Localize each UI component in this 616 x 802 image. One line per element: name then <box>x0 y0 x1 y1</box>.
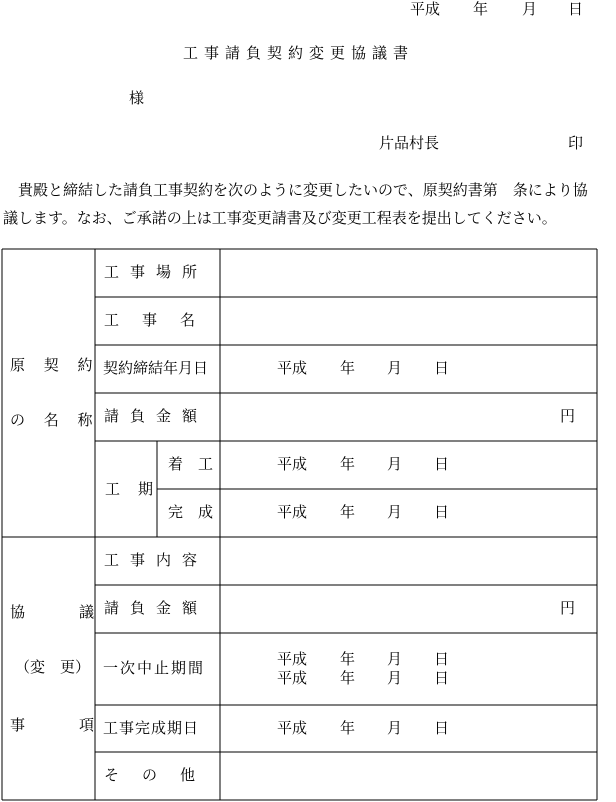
header-date-era: 平成 <box>410 0 441 18</box>
row-label-completion-deadline: 工事完成期日 <box>103 719 200 737</box>
date-year: 年 <box>340 503 356 521</box>
row-label-work-location: 工事場所 <box>104 263 209 281</box>
date-era: 平成 <box>277 503 308 521</box>
addressee-suffix: 様 <box>129 89 145 107</box>
date-day: 日 <box>434 455 450 473</box>
date-month: 月 <box>387 669 403 687</box>
row-label-other: その他 <box>104 766 219 784</box>
yen-unit: 円 <box>560 599 576 617</box>
date-day: 日 <box>434 719 450 737</box>
date-era: 平成 <box>277 719 308 737</box>
date-year: 年 <box>340 719 356 737</box>
date-day: 日 <box>434 503 450 521</box>
date-day: 日 <box>434 650 450 668</box>
section-change-label-1: 協 議 <box>10 603 103 621</box>
body-text-line2: 議します。なお、ご承諾の上は工事変更請書及び変更工程表を提出してください。 <box>3 209 557 227</box>
date-day: 日 <box>434 359 450 377</box>
row-label-completion: 完成 <box>168 503 229 521</box>
sender-name: 片品村長 <box>379 134 440 152</box>
section-change-label-3: 事 項 <box>10 716 103 734</box>
header-date-year: 年 <box>473 0 489 18</box>
date-month: 月 <box>387 359 403 377</box>
row-label-suspension-period: 一次中止期間 <box>103 659 206 677</box>
date-year: 年 <box>340 455 356 473</box>
date-era: 平成 <box>277 650 308 668</box>
date-day: 日 <box>434 669 450 687</box>
yen-unit: 円 <box>560 407 576 425</box>
row-label-contract-amount: 請負金額 <box>104 407 209 425</box>
section-change-label-2: （変 更） <box>15 658 91 676</box>
date-year: 年 <box>340 359 356 377</box>
section-original-label-1: 原 契 約 <box>10 356 100 374</box>
row-label-work-content: 工事内容 <box>104 551 209 569</box>
section-original-label-2: の 名 称 <box>10 411 100 429</box>
body-text-line1: 貴殿と締結した請負工事契約を次のように変更したいので、原契約書第 条により協 <box>18 181 588 199</box>
row-label-changed-amount: 請負金額 <box>104 599 209 617</box>
date-month: 月 <box>387 503 403 521</box>
header-date-day: 日 <box>568 0 584 18</box>
row-label-work-name: 工事名 <box>104 311 219 329</box>
date-year: 年 <box>340 669 356 687</box>
date-year: 年 <box>340 650 356 668</box>
date-era: 平成 <box>277 455 308 473</box>
page-title: 工事請負契約変更協議書 <box>183 44 415 62</box>
date-month: 月 <box>387 650 403 668</box>
seal-mark: 印 <box>568 134 584 152</box>
row-label-period: 工期 <box>105 480 172 498</box>
date-era: 平成 <box>277 669 308 687</box>
row-label-contract-date: 契約締結年月日 <box>103 359 209 377</box>
date-era: 平成 <box>277 359 308 377</box>
date-month: 月 <box>387 719 403 737</box>
row-label-start: 着工 <box>168 455 229 473</box>
header-date-month: 月 <box>522 0 538 18</box>
date-month: 月 <box>387 455 403 473</box>
